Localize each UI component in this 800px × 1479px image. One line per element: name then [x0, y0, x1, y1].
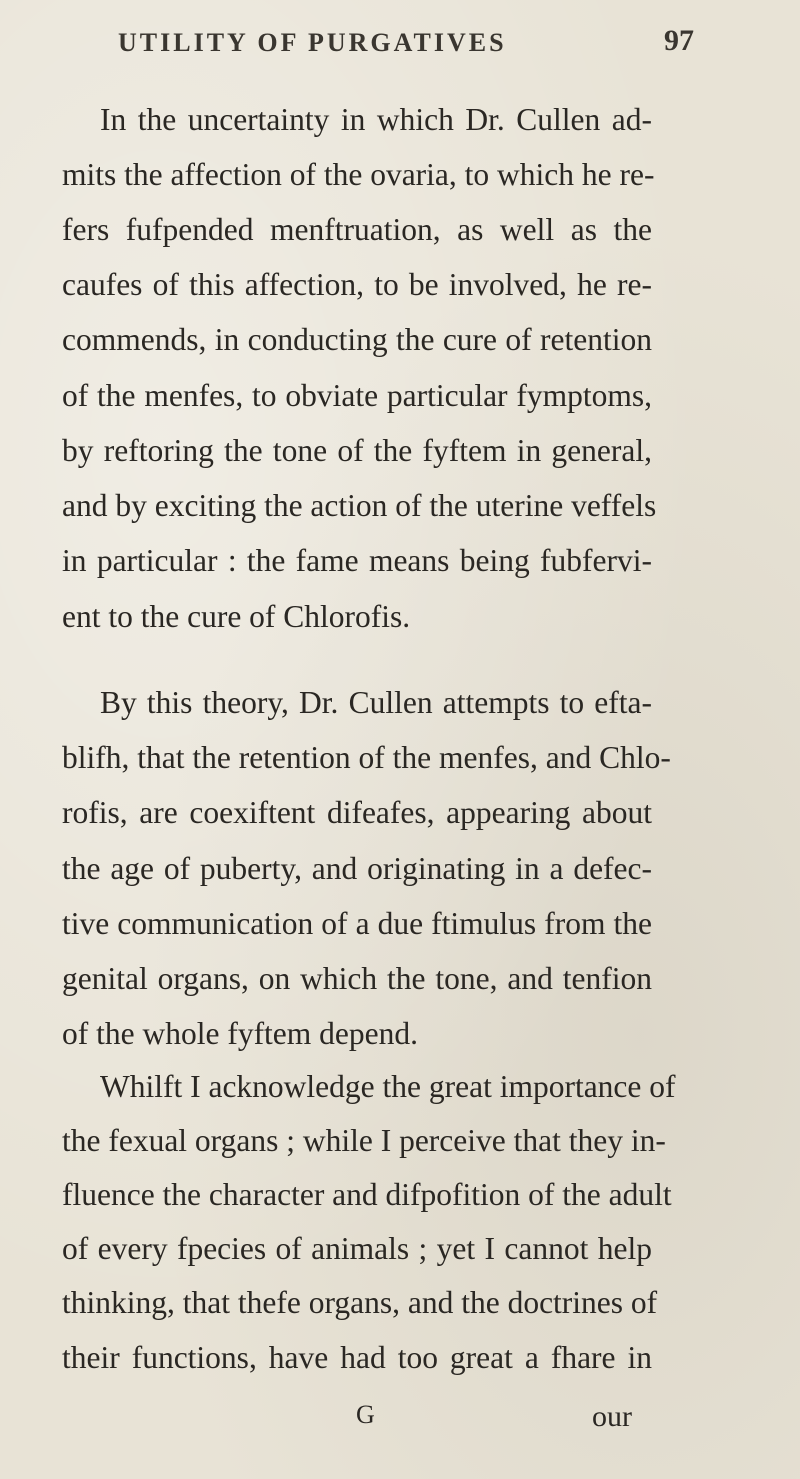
text-line: tive communication of a due ftimulus from the — [62, 906, 652, 941]
signature-mark: G — [356, 1400, 375, 1429]
text-line: their functions, have had too great a fhare in — [62, 1340, 652, 1375]
text-line: the age of puberty, and originating in a defec- — [62, 851, 652, 886]
running-title: UTILITY OF PURGATIVES — [118, 28, 507, 57]
text-line: commends, in conducting the cure of retention — [62, 322, 652, 357]
text-line: fluence the character and difpofition of the adult — [62, 1177, 672, 1212]
text-line: caufes of this affection, to be involved, he re- — [62, 267, 652, 302]
text-line: and by exciting the action of the uterine veffels — [62, 488, 657, 523]
text-line: Whilft I acknowledge the great importance of — [100, 1069, 676, 1104]
text-line: of the menfes, to obviate particular fymptoms, — [62, 378, 652, 413]
text-line: thinking, that thefe organs, and the doctrines of — [62, 1285, 658, 1320]
running-head — [0, 22, 800, 62]
text-line: of the whole fyftem depend. — [62, 1016, 419, 1051]
page-number: 97 — [664, 24, 694, 57]
text-line: of every fpecies of animals ; yet I cannot help — [62, 1231, 652, 1266]
text-line: genital organs, on which the tone, and tenfion — [62, 961, 652, 996]
page-footer — [0, 1400, 800, 1440]
text-line: ent to the cure of Chlorofis. — [62, 599, 411, 634]
text-line: By this theory, Dr. Cullen attempts to efta- — [100, 685, 652, 720]
text-line: mits the affection of the ovaria, to which he re- — [62, 157, 655, 192]
text-line: blifh, that the retention of the menfes, and Chlo- — [62, 740, 671, 775]
text-line: in particular : the fame means being fubfervi- — [62, 543, 652, 578]
catchword: our — [592, 1400, 632, 1433]
text-line: In the uncertainty in which Dr. Cullen ad- — [100, 102, 652, 137]
text-line: by reftoring the tone of the fyftem in general, — [62, 433, 652, 468]
text-line: the fexual organs ; while I perceive that they in- — [62, 1123, 666, 1158]
text-line: rofis, are coexiftent difeafes, appearing about — [62, 795, 652, 830]
text-line: fers fufpended menftruation, as well as the — [62, 212, 652, 247]
